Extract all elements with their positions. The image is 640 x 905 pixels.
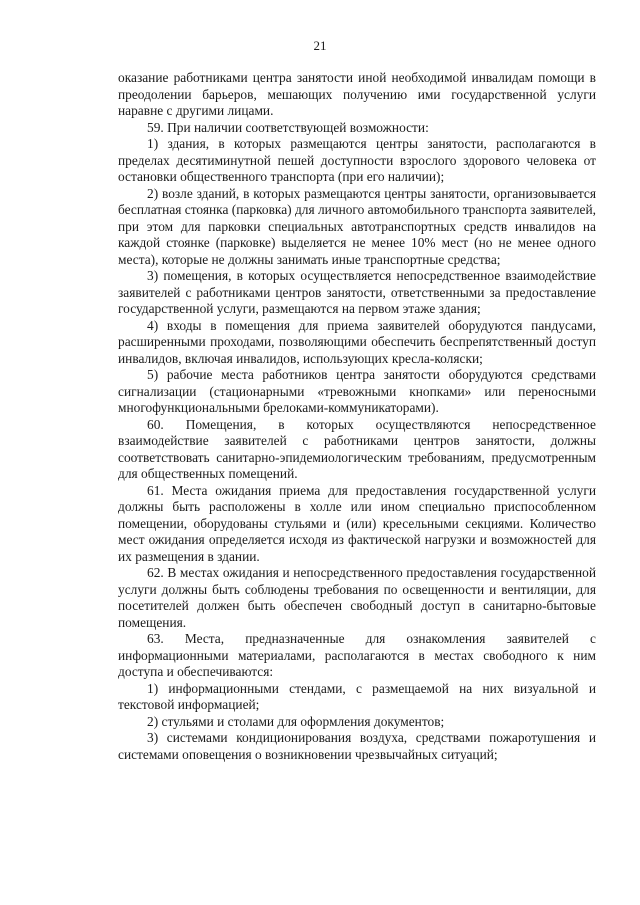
paragraph-63: 63. Места, предназначенные для ознакомления заявителей с информационными материалами, располагаются в местах свободного к ним доступа и обеспечиваются:: [118, 631, 596, 679]
paragraph-61: 61. Места ожидания приема для предоставления государственной услуги должны быть расположены в холле или ином специально приспособленном помещении, оборудованы стульями и (или) кресельными секциями. Количество мест ожидания определяется исходя из фактической нагрузки и возможностей для их размещения в здании.: [118, 482, 596, 564]
paragraph-59: 59. При наличии соответствующей возможности:: [147, 119, 429, 135]
paragraph-62: 62. В местах ожидания и непосредственного предоставления государственной услуги должны быть соблюдены требования по освещенности и вентиляции, для посетителей должен быть обеспечен свободный доступ в санитарно-бытовые помещения.: [118, 565, 596, 630]
paragraph-63-item-3: 3) системами кондиционирования воздуха, средствами пожаротушения и системами оповещения о возникновении чрезвычайных ситуаций;: [118, 730, 596, 762]
paragraph-59-item-1: 1) здания, в которых размещаются центры занятости, располагаются в пределах десятиминутной пешей доступности взрослого здорового человека от остановки общественного транспорта (при его наличии);: [118, 136, 596, 184]
paragraph-59-item-3: 3) помещения, в которых осуществляется непосредственное взаимодействие заявителей с работниками центров занятости, ответственными за предоставление государственной услуги, размещаются на первом этаже здания;: [118, 268, 596, 316]
paragraph-60: 60. Помещения, в которых осуществляются непосредственное взаимодействие заявителей с работниками центров занятости, должны соответствовать санитарно-эпидемиологическим требованиям, предусмотренным для общественных помещений.: [118, 416, 596, 481]
paragraph-59-item-5: 5) рабочие места работников центра занятости оборудуются средствами сигнализации (стационарными «тревожными кнопками» или переносными многофункциональными брелоками-коммуникаторами).: [118, 367, 596, 415]
paragraph-continuation: оказание работниками центра занятости иной необходимой инвалидам помощи в преодолении барьеров, мешающих получению ими государственной услуги наравне с другими лицами.: [118, 70, 596, 118]
paragraph-59-item-2: 2) возле зданий, в которых размещаются центры занятости, организовывается бесплатная стоянка (парковка) для личного автомобильного транспорта заявителей, при этом для парковки специальных автотранспортных средств инвалидов на каждой стоянке (парковке) выделяется не менее 10% мест (но не менее одного места), которые не должны занимать иные транспортные средства;: [118, 185, 596, 267]
paragraph-63-item-1: 1) информационными стендами, с размещаемой на них визуальной и текстовой информацией;: [118, 680, 596, 712]
document-body: [118, 70, 596, 763]
page-number: 21: [313, 38, 327, 53]
paragraph-63-item-2: 2) стульями и столами для оформления документов;: [147, 713, 445, 729]
paragraph-59-item-4: 4) входы в помещения для приема заявителей оборудуются пандусами, расширенными проходами, позволяющими обеспечить беспрепятственный доступ инвалидов, включая инвалидов, использующих кресла-коляски;: [118, 317, 596, 366]
